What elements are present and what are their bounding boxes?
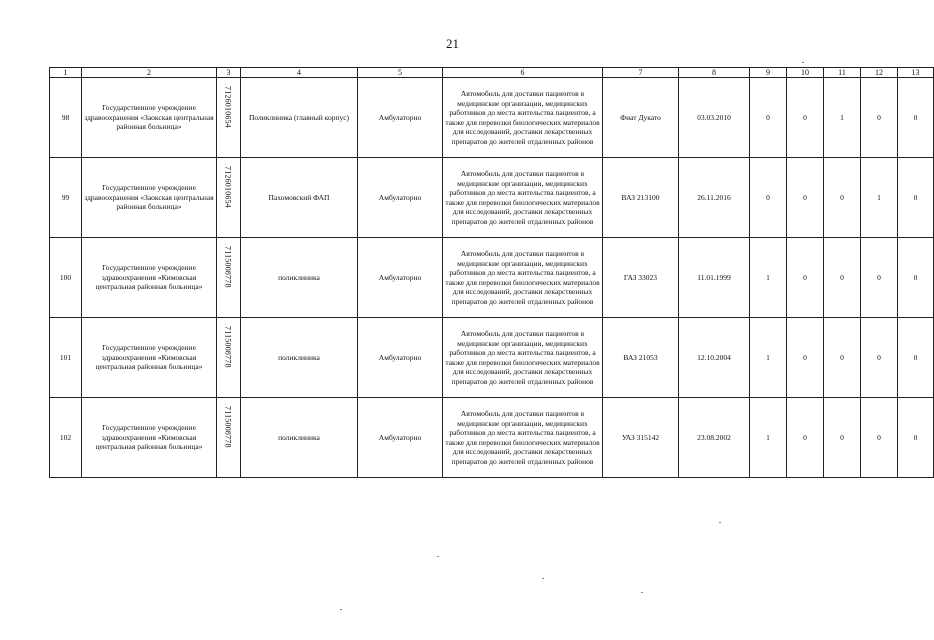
count-col-12-cell: 0 — [861, 398, 898, 478]
unit-cell: Пахомовский ФАП — [241, 158, 358, 238]
row-number-cell: 102 — [50, 398, 82, 478]
column-number-header: 7 — [603, 68, 679, 78]
table-row — [50, 318, 934, 398]
vehicle-model-cell: ВАЗ 21053 — [603, 318, 679, 398]
inn-cell — [217, 318, 241, 398]
row-number-cell: 99 — [50, 158, 82, 238]
unit-cell: поликлиника — [241, 318, 358, 398]
registration-date-cell: 03.03.2010 — [679, 78, 750, 158]
scan-speck — [542, 578, 544, 579]
institution-cell: Государственное учреждение здравоохранения «Кимовская центральная районная больница» — [82, 238, 217, 318]
registration-date-cell: 11.01.1999 — [679, 238, 750, 318]
column-number-header: 5 — [358, 68, 443, 78]
page-number: 21 — [446, 36, 459, 51]
column-number-header: 4 — [241, 68, 358, 78]
registration-date-cell: 26.11.2016 — [679, 158, 750, 238]
count-col-11-cell: 0 — [824, 318, 861, 398]
count-col-10-cell: 0 — [787, 238, 824, 318]
unit-cell: поликлиника — [241, 238, 358, 318]
scan-speck — [719, 522, 721, 523]
registration-date-cell: 23.08.2002 — [679, 398, 750, 478]
institution-cell: Государственное учреждение здравоохранения «Заокская центральная районная больница» — [82, 78, 217, 158]
column-number-header: 2 — [82, 68, 217, 78]
unit-cell: поликлиника — [241, 398, 358, 478]
count-col-10-cell: 0 — [787, 158, 824, 238]
count-col-11-cell: 0 — [824, 238, 861, 318]
count-col-13-cell: 0 — [898, 78, 934, 158]
unit-cell: Поликлиника (главный корпус) — [241, 78, 358, 158]
scan-speck — [641, 592, 643, 593]
table-row — [50, 398, 934, 478]
inn-value: 7126010654 — [223, 86, 233, 128]
count-col-9-cell: 0 — [750, 78, 787, 158]
count-col-12-cell: 0 — [861, 318, 898, 398]
purpose-cell: Автомобиль для доставки пациентов в медицинские организации, медицинских работников до места жительства пациентов, а также для перевозки биологических материалов для исследований, доставки лекарственных препаратов до жителей отдаленных районов — [443, 78, 603, 158]
care-type-cell: Амбулаторно — [358, 158, 443, 238]
care-type-cell: Амбулаторно — [358, 398, 443, 478]
purpose-cell: Автомобиль для доставки пациентов в медицинские организации, медицинских работников до места жительства пациентов, а также для перевозки биологических материалов для исследований, доставки лекарственных препаратов до жителей отдаленных районов — [443, 398, 603, 478]
column-number-row — [50, 68, 934, 78]
row-number-cell: 100 — [50, 238, 82, 318]
column-number-header: 13 — [898, 68, 934, 78]
count-col-11-cell: 0 — [824, 398, 861, 478]
row-number-cell: 98 — [50, 78, 82, 158]
inn-value: 7115008778 — [223, 406, 233, 448]
vehicle-model-cell: УАЗ 315142 — [603, 398, 679, 478]
purpose-cell: Автомобиль для доставки пациентов в медицинские организации, медицинских работников до места жительства пациентов, а также для перевозки биологических материалов для исследований, доставки лекарственных препаратов до жителей отдаленных районов — [443, 318, 603, 398]
count-col-13-cell: 0 — [898, 238, 934, 318]
purpose-cell: Автомобиль для доставки пациентов в медицинские организации, медицинских работников до места жительства пациентов, а также для перевозки биологических материалов для исследований, доставки лекарственных препаратов до жителей отдаленных районов — [443, 238, 603, 318]
column-number-header: 6 — [443, 68, 603, 78]
count-col-9-cell: 0 — [750, 158, 787, 238]
count-col-12-cell: 0 — [861, 78, 898, 158]
column-number-header: 1 — [50, 68, 82, 78]
care-type-cell: Амбулаторно — [358, 78, 443, 158]
inn-value: 7115008778 — [223, 326, 233, 368]
care-type-cell: Амбулаторно — [358, 318, 443, 398]
vehicle-model-cell: ВАЗ 213100 — [603, 158, 679, 238]
vehicle-model-cell: ГАЗ 33023 — [603, 238, 679, 318]
count-col-13-cell: 0 — [898, 398, 934, 478]
inn-cell — [217, 398, 241, 478]
column-number-header: 9 — [750, 68, 787, 78]
column-number-header: 11 — [824, 68, 861, 78]
care-type-cell: Амбулаторно — [358, 238, 443, 318]
institution-cell: Государственное учреждение здравоохранения «Кимовская центральная районная больница» — [82, 398, 217, 478]
table-body — [50, 78, 934, 478]
row-number-cell: 101 — [50, 318, 82, 398]
count-col-13-cell: 0 — [898, 158, 934, 238]
registration-date-cell: 12.10.2004 — [679, 318, 750, 398]
vehicle-register-table — [49, 67, 934, 478]
table-row — [50, 238, 934, 318]
column-number-header: 10 — [787, 68, 824, 78]
vehicle-model-cell: Фиат Дукато — [603, 78, 679, 158]
count-col-11-cell: 0 — [824, 158, 861, 238]
inn-cell — [217, 78, 241, 158]
table-row — [50, 158, 934, 238]
count-col-10-cell: 0 — [787, 318, 824, 398]
scan-speck — [340, 609, 342, 610]
column-number-header: 8 — [679, 68, 750, 78]
count-col-12-cell: 0 — [861, 238, 898, 318]
count-col-11-cell: 1 — [824, 78, 861, 158]
column-number-header: 3 — [217, 68, 241, 78]
scan-speck — [802, 62, 804, 63]
count-col-10-cell: 0 — [787, 78, 824, 158]
inn-cell — [217, 158, 241, 238]
inn-value: 7126010654 — [223, 166, 233, 208]
institution-cell: Государственное учреждение здравоохранения «Кимовская центральная районная больница» — [82, 318, 217, 398]
scan-speck — [437, 556, 439, 557]
count-col-9-cell: 1 — [750, 318, 787, 398]
count-col-9-cell: 1 — [750, 398, 787, 478]
count-col-13-cell: 0 — [898, 318, 934, 398]
institution-cell: Государственное учреждение здравоохранения «Заокская центральная районная больница» — [82, 158, 217, 238]
column-number-header: 12 — [861, 68, 898, 78]
table-row — [50, 78, 934, 158]
count-col-12-cell: 1 — [861, 158, 898, 238]
inn-cell — [217, 238, 241, 318]
count-col-10-cell: 0 — [787, 398, 824, 478]
count-col-9-cell: 1 — [750, 238, 787, 318]
inn-value: 7115008778 — [223, 246, 233, 288]
purpose-cell: Автомобиль для доставки пациентов в медицинские организации, медицинских работников до места жительства пациентов, а также для перевозки биологических материалов для исследований, доставки лекарственных препаратов до жителей отдаленных районов — [443, 158, 603, 238]
